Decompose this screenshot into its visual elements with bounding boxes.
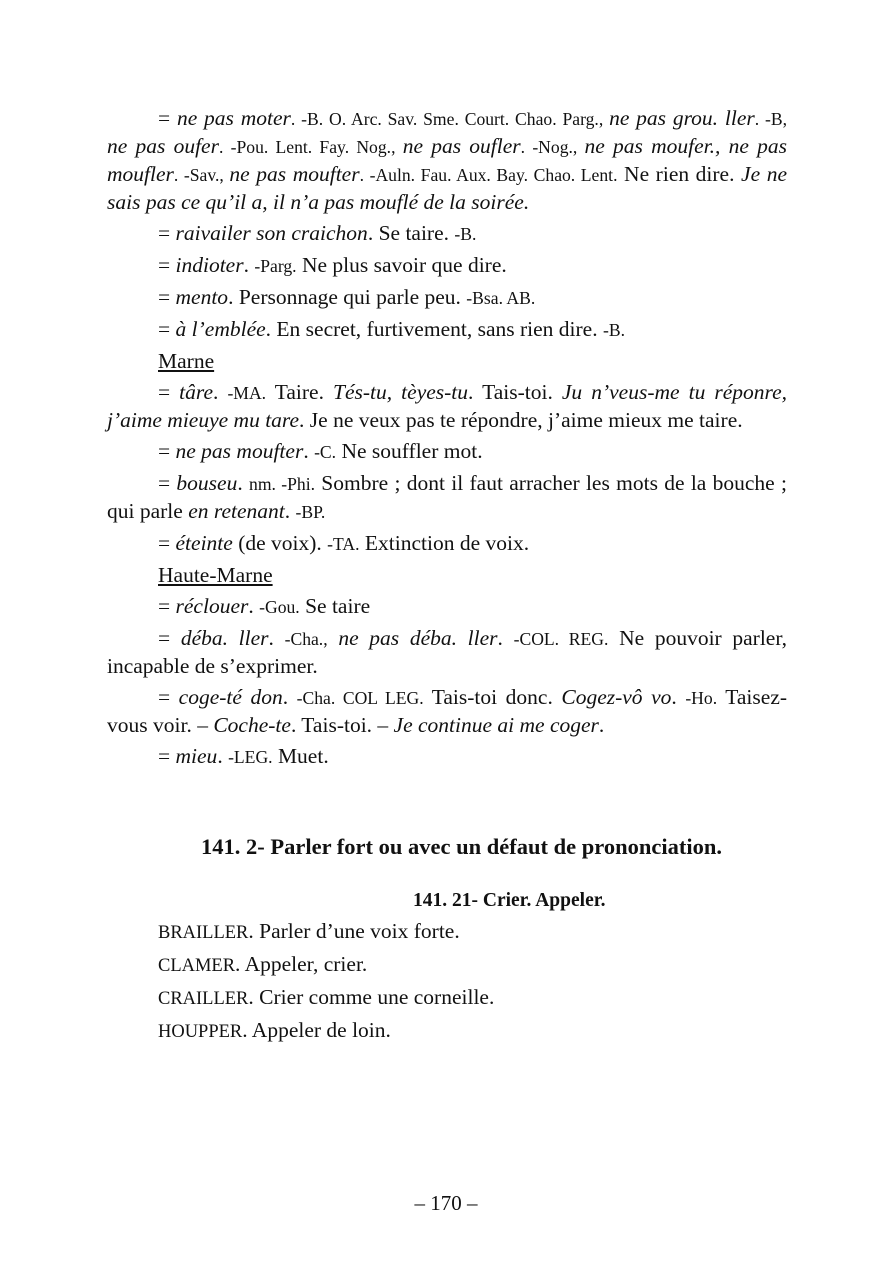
- source-abbrev: . -Nog.,: [520, 137, 585, 157]
- text: =: [158, 744, 176, 768]
- source-abbrev: -Bsa. AB.: [466, 288, 536, 308]
- text: [328, 626, 339, 650]
- paragraph: [107, 743, 787, 771]
- paragraph: [107, 379, 787, 434]
- entry-term: CRAILLER: [158, 988, 249, 1008]
- text: =: [158, 285, 176, 309]
- source-abbrev: -Cha. COL LEG.: [296, 688, 424, 708]
- source-abbrev: -Ho.: [685, 688, 718, 708]
- region-heading-haute-marne: Haute-Marne: [158, 563, 273, 587]
- dialect-term: târe: [179, 380, 214, 404]
- source-abbrev: -Cha.,: [284, 629, 328, 649]
- text: =: [158, 626, 181, 650]
- source-abbrev: . -B. O. Arc. Sav. Sme. Court. Chao. Parg.,: [290, 109, 610, 129]
- page-body: [107, 105, 787, 1050]
- definition: . Se taire.: [367, 221, 455, 245]
- definition: Ne rien dire.: [617, 162, 742, 186]
- dialect-term: Cogez-vô vo: [561, 685, 672, 709]
- dialect-term: à l’emblée: [175, 317, 266, 341]
- dialect-term: ne pas oufer: [107, 134, 219, 158]
- text: .: [497, 626, 514, 650]
- source-abbrev: . -Sav.,: [173, 165, 230, 185]
- definition: Ne plus savoir que dire.: [296, 253, 507, 277]
- text: =: [158, 221, 176, 245]
- text: .: [248, 594, 260, 618]
- definition: Extinction de voix.: [359, 531, 530, 555]
- paragraph: [107, 593, 787, 621]
- paragraph: [107, 105, 787, 216]
- source-abbrev: -LEG.: [228, 747, 273, 767]
- definition: . Tais-toi. –: [290, 713, 394, 737]
- definition: . En secret, furtivement, sans rien dire.: [265, 317, 603, 341]
- text: =: [158, 531, 176, 555]
- source-abbrev: -C.: [314, 442, 337, 462]
- text: =: [158, 471, 177, 495]
- dialect-term: bouseu: [176, 471, 238, 495]
- definition: . Personnage qui parle peu.: [228, 285, 467, 309]
- definition: Tais-toi donc.: [423, 685, 562, 709]
- paragraph: [107, 530, 787, 558]
- dialect-term: éteinte: [175, 531, 233, 555]
- entry-term: BRAILLER: [158, 922, 249, 942]
- list-item: [158, 918, 787, 946]
- paragraph: [107, 284, 787, 312]
- source-abbrev: -TA.: [327, 534, 360, 554]
- source-abbrev: -MA.: [227, 383, 267, 403]
- definition: Sombre ; dont il faut arracher les mots de la bouche ; qui parle: [107, 471, 787, 523]
- text: .: [243, 253, 255, 277]
- entry-definition: . Appeler de loin.: [242, 1018, 391, 1042]
- text: (de voix).: [232, 531, 328, 555]
- example: en retenant: [188, 499, 285, 523]
- region-heading-marne: Marne: [158, 349, 215, 373]
- dialect-term: indioter: [175, 253, 244, 277]
- dialect-term: Tés-tu, tèyes-tu: [333, 380, 469, 404]
- subsection-title: 141. 21- Crier. Appeler.: [413, 890, 606, 911]
- source-abbrev: . -Pou. Lent. Fay. Nog.,: [218, 137, 403, 157]
- entry-definition: . Parler d’une voix forte.: [248, 919, 460, 943]
- dialect-term: ne pas oufler: [402, 134, 521, 158]
- dialect-term: ne pas moter: [176, 106, 291, 130]
- example: Ju n’veus-me tu réponre, j’aime mieuye mu tare: [107, 380, 788, 432]
- dialect-term: ne pas grou. ller: [609, 106, 755, 130]
- entry-definition: . Crier comme une corneille.: [248, 985, 495, 1009]
- text: =: [158, 253, 176, 277]
- list-item: [158, 984, 787, 1012]
- source-abbrev: -Gou.: [259, 597, 300, 617]
- definition: Taisez-vous voir. –: [107, 685, 788, 737]
- text: .: [217, 744, 229, 768]
- dialect-term: mento: [175, 285, 229, 309]
- dialect-term: raivailer son craichon: [175, 221, 368, 245]
- source-abbrev: . -B,: [754, 109, 787, 129]
- section-title: 141. 2- Parler fort ou avec un défaut de prononciation.: [201, 834, 723, 859]
- source-abbrev: -B.: [454, 224, 477, 244]
- definition: Se taire: [299, 594, 371, 618]
- text: =: [158, 380, 180, 404]
- paragraph: [107, 625, 787, 680]
- page-number: – 170 –: [414, 1191, 478, 1215]
- source-abbrev: -B.: [602, 320, 625, 340]
- dialect-term: Coche-te: [213, 713, 291, 737]
- definition: Muet.: [272, 744, 329, 768]
- source-abbrev: nm. -Phi.: [249, 474, 316, 494]
- definition: . Tais-toi.: [468, 380, 562, 404]
- list-item: [158, 951, 787, 979]
- text: =: [158, 317, 176, 341]
- source-abbrev: -BP.: [295, 502, 326, 522]
- text: .: [213, 380, 228, 404]
- list-item: [158, 1017, 787, 1045]
- text: .: [237, 471, 250, 495]
- source-abbrev: -Parg.: [254, 256, 297, 276]
- entry-definition: . Appeler, crier.: [235, 952, 368, 976]
- definition: Taire.: [266, 380, 334, 404]
- text: .: [282, 685, 297, 709]
- paragraph: [107, 220, 787, 248]
- definition: Ne pouvoir parler, incapable de s’exprimer.: [107, 626, 788, 678]
- text: .: [303, 439, 315, 463]
- text: .: [284, 499, 296, 523]
- source-abbrev: -COL. REG.: [513, 629, 609, 649]
- text: =: [158, 106, 177, 130]
- paragraph: [107, 316, 787, 344]
- text: =: [158, 439, 176, 463]
- dialect-term: déba. ller: [180, 626, 269, 650]
- dialect-term: coge-té don: [178, 685, 283, 709]
- entry-term: HOUPPER: [158, 1021, 243, 1041]
- dialect-term: ne pas déba. ller: [338, 626, 498, 650]
- dialect-term: réclouer: [175, 594, 249, 618]
- example: Je ne sais pas ce qu’il a, il n’a pas mouflé de la soirée.: [107, 162, 787, 214]
- paragraph: [107, 438, 787, 466]
- text: =: [158, 594, 176, 618]
- dialect-term: ne pas moufter: [175, 439, 304, 463]
- source-abbrev: . -Auln. Fau. Aux. Bay. Chao. Lent.: [359, 165, 618, 185]
- text: .: [671, 685, 686, 709]
- dialect-term: ne pas moufer., ne pas moufler: [107, 134, 787, 186]
- example: Je continue ai me coger: [393, 713, 599, 737]
- text: .: [598, 713, 605, 737]
- paragraph: [107, 252, 787, 280]
- text: .: [268, 626, 285, 650]
- translation: . Je ne veux pas te répondre, j’aime mieux me taire.: [299, 408, 743, 432]
- dialect-term: ne pas moufter: [229, 162, 360, 186]
- paragraph: [107, 684, 787, 739]
- paragraph: [107, 470, 787, 526]
- dialect-term: mieu: [175, 744, 218, 768]
- text: =: [158, 685, 179, 709]
- definition: Ne souffler mot.: [336, 439, 483, 463]
- entry-term: CLAMER: [158, 955, 236, 975]
